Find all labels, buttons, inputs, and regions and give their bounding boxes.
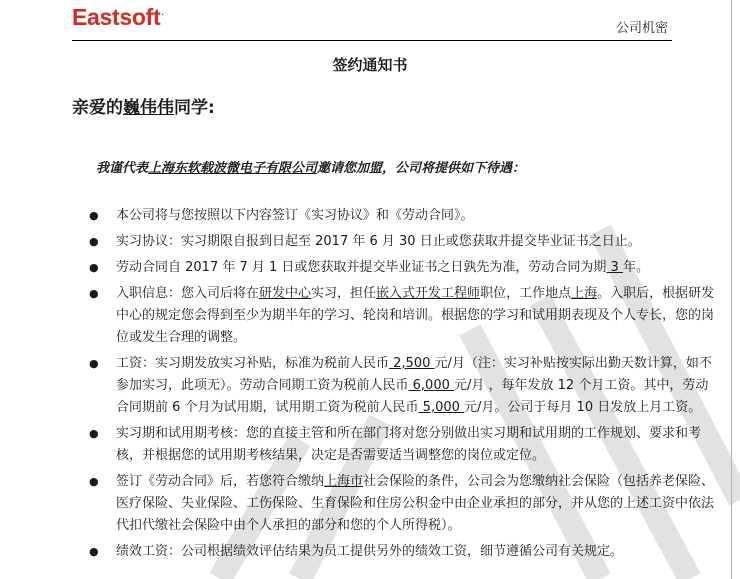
terms-list [84,205,720,567]
term-filled-value: 5,000 [418,400,465,415]
term-text: 实习期和试用期考核：您的直接主管和所在部门将对您分别做出实习期和试用期的工作规划、要求和考核，并根据您的试用期考核结果，决定是否需要适当调整您的岗位或定位。 [116,426,702,463]
term-item [84,353,720,419]
greeting-prefix: 亲爱的 [72,98,123,118]
term-filled-value: 3 [606,260,623,275]
greeting [72,93,215,118]
term-text: 签订《劳动合同》后，若您符合缴纳 [116,474,325,489]
bullet-icon: ● [89,545,99,558]
bullet-icon: ● [89,287,99,300]
term-filled-value: 上海市 [324,474,364,489]
greeting-suffix: 同学: [174,98,215,118]
term-item [84,423,720,467]
bullet-icon: ● [89,357,99,370]
term-text: 元/月（注：实习补贴按实际出勤天数计算，如不参加实习，此项无）。劳动合同期工资为税前人民币 [116,356,712,393]
document-title: 签约通知书 [332,56,408,74]
header-divider [72,40,672,41]
term-text: 社会保险的条件，公司会为您缴纳社会保险（包括养老保险、医疗保险、失业保险、工伤保险、生育保险和住房公积金中由企业承担的部分，并从您的上述工资中依法代扣代缴社会保险中由个人承担的部分和您的个人所得税）。 [116,474,715,533]
term-filled-value: 上海 [571,286,598,301]
term-filled-value: 嵌入式开发工程师 [376,286,481,301]
term-item [84,471,720,537]
company-name: 上海东软载波微电子有限公司 [148,161,318,176]
bullet-icon: ● [89,475,99,488]
intro-suffix: 邀请您加盟，公司将提供如下待遇： [317,161,526,176]
term-text: 元/月。公司于每月 10 日发放上月工资。 [464,400,702,415]
term-filled-value: 6,000 [408,378,454,393]
term-text: 绩效工资：公司根据绩效评估结果为员工提供另外的绩效工资，细节遵循公司有关规定。 [116,544,624,559]
term-text: 职位，工作地点 [480,286,572,301]
term-text: 实习，担任 [311,286,377,301]
bullet-icon: ● [89,235,99,248]
confidential-label: 公司机密 [616,21,669,36]
term-text: 实习协议：实习期限自报到日起至 2017 年 6 月 30 日止或您获取并提交毕业证书之日止。 [116,234,641,249]
term-text: 元/月 ，每年发放 12 个月工资。其中，劳动合同期前 6 个月为试用期，试用期工资为税前人民币 [116,378,709,415]
logo-dot: . [161,7,164,17]
logo-wordmark: Eastsoft [72,4,161,30]
term-text: 。入职后，根据研发中心的规定您会得到至少为期半年的学习、轮岗和培训。根据您的学习和试用期表现及个人专长，您的岗位或发生合理的调整。 [116,286,715,345]
term-item [84,231,720,253]
term-text: 工资：实习期发放实习补贴，标准为税前人民币 [116,356,390,371]
term-text: 本公司将与您按照以下内容签订《实习协议》和《劳动合同》。 [116,208,474,223]
candidate-name: 巍伟伟 [123,98,174,118]
term-filled-value: 2,500 [389,356,435,371]
company-logo [72,4,164,31]
term-item [84,205,720,227]
term-text: 劳动合同自 2017 年 7 月 1 日或您获取并提交毕业证书之日孰先为准，劳动合同为期 [116,260,607,275]
intro-statement [96,157,525,176]
term-item [84,541,720,563]
term-item [84,257,720,279]
term-text: 入职信息：您入司后将在 [116,286,260,301]
intro-prefix: 我谨代表 [96,161,149,176]
term-filled-value: 研发中心 [259,286,312,301]
bullet-icon: ● [89,427,99,440]
term-item [84,283,720,349]
term-text: 年。 [622,260,649,275]
bullet-icon: ● [89,209,99,222]
bullet-icon: ● [89,261,99,274]
page-edge-divider [731,0,732,579]
